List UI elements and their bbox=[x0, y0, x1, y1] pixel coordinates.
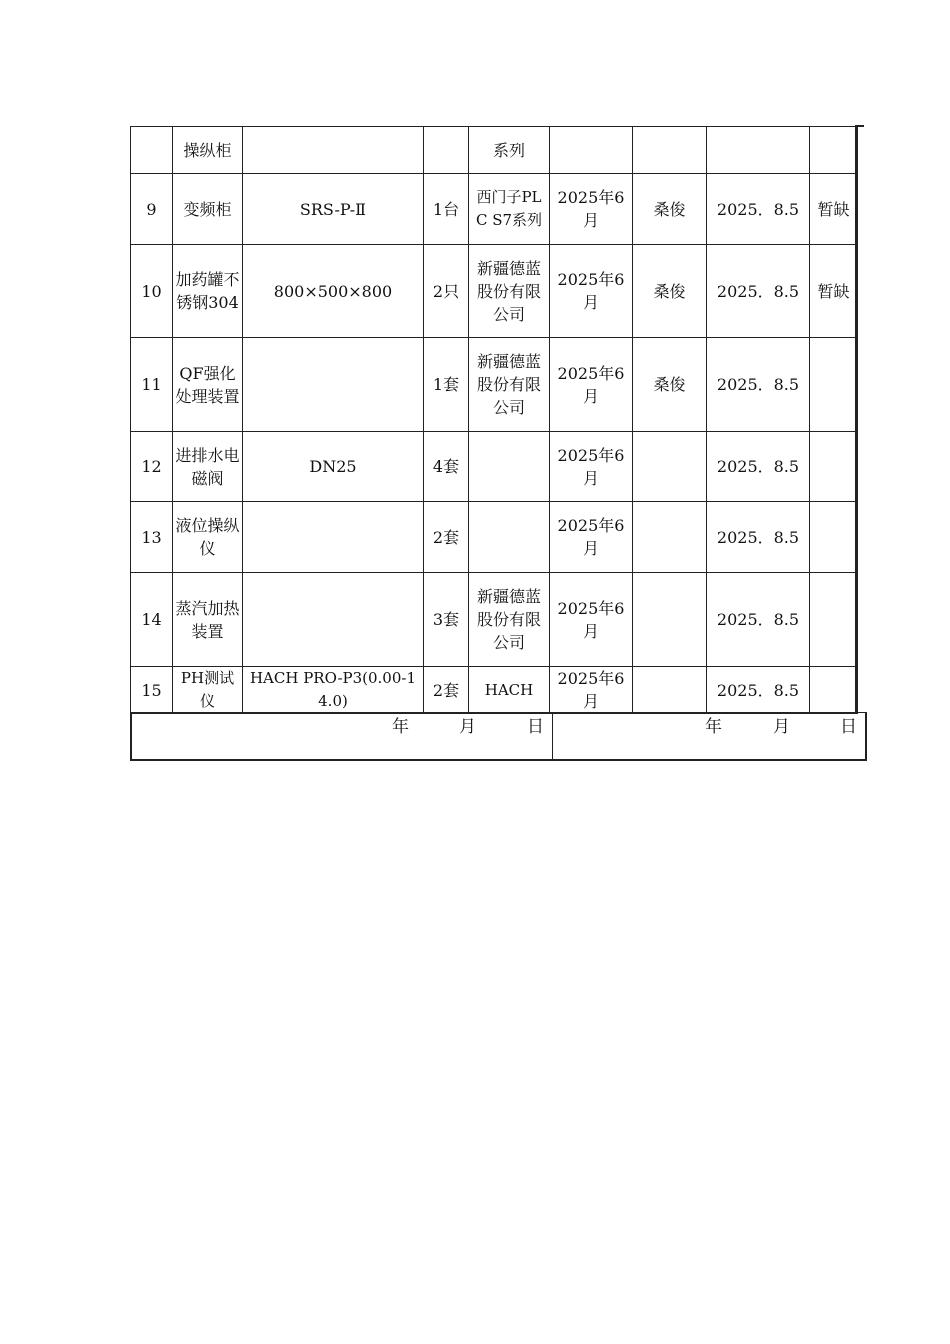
right-date-day: 日 bbox=[840, 717, 857, 737]
row-number bbox=[131, 127, 173, 174]
equipment-model: SRS-P-Ⅱ bbox=[243, 174, 424, 245]
equipment-name: 进排水电磁阀 bbox=[173, 432, 243, 502]
equipment-quantity: 2套 bbox=[424, 502, 469, 573]
remark bbox=[810, 502, 858, 573]
equipment-quantity: 3套 bbox=[424, 573, 469, 667]
check-date bbox=[707, 127, 810, 174]
remark: 暂缺 bbox=[810, 174, 858, 245]
equipment-maker bbox=[469, 502, 550, 573]
install-date: 2025年6月 bbox=[550, 667, 633, 714]
equipment-maker: 新疆德蓝股份有限公司 bbox=[469, 338, 550, 432]
right-date-month: 月 bbox=[773, 717, 790, 737]
row-number: 11 bbox=[131, 338, 173, 432]
check-date: 2025．8.5 bbox=[707, 667, 810, 714]
equipment-name: 变频柜 bbox=[173, 174, 243, 245]
row-number: 10 bbox=[131, 245, 173, 338]
check-date: 2025．8.5 bbox=[707, 338, 810, 432]
equipment-maker bbox=[469, 432, 550, 502]
equipment-model bbox=[243, 502, 424, 573]
remark bbox=[810, 667, 858, 714]
row-number: 14 bbox=[131, 573, 173, 667]
equipment-model: DN25 bbox=[243, 432, 424, 502]
left-date-month: 月 bbox=[459, 717, 476, 737]
install-date: 2025年6月 bbox=[550, 432, 633, 502]
footer-divider bbox=[552, 713, 553, 759]
equipment-name: 操纵柜 bbox=[173, 127, 243, 174]
remark bbox=[810, 432, 858, 502]
check-date: 2025．8.5 bbox=[707, 502, 810, 573]
install-date: 2025年6月 bbox=[550, 573, 633, 667]
table-row bbox=[131, 245, 858, 338]
install-date: 2025年6月 bbox=[550, 502, 633, 573]
table-row bbox=[131, 667, 858, 714]
responsible-person bbox=[633, 127, 707, 174]
equipment-name: 液位操纵仪 bbox=[173, 502, 243, 573]
responsible-person bbox=[633, 502, 707, 573]
table-row bbox=[131, 432, 858, 502]
remark: 暂缺 bbox=[810, 245, 858, 338]
row-number: 13 bbox=[131, 502, 173, 573]
equipment-table bbox=[130, 126, 858, 714]
equipment-name: 加药罐不锈钢304 bbox=[173, 245, 243, 338]
equipment-maker: 新疆德蓝股份有限公司 bbox=[469, 573, 550, 667]
equipment-model bbox=[243, 127, 424, 174]
equipment-name: QF强化处理装置 bbox=[173, 338, 243, 432]
table-row bbox=[131, 174, 858, 245]
table-row bbox=[131, 338, 858, 432]
equipment-model: HACH PRO-P3(0.00-14.0) bbox=[243, 667, 424, 714]
check-date: 2025．8.5 bbox=[707, 174, 810, 245]
row-number: 15 bbox=[131, 667, 173, 714]
equipment-model: 800×500×800 bbox=[243, 245, 424, 338]
install-date: 2025年6月 bbox=[550, 338, 633, 432]
responsible-person bbox=[633, 667, 707, 714]
check-date: 2025．8.5 bbox=[707, 245, 810, 338]
row-number: 12 bbox=[131, 432, 173, 502]
install-date: 2025年6月 bbox=[550, 174, 633, 245]
row-number: 9 bbox=[131, 174, 173, 245]
equipment-maker: 系列 bbox=[469, 127, 550, 174]
left-date-year: 年 bbox=[392, 717, 409, 737]
equipment-name: PH测试仪 bbox=[173, 667, 243, 714]
remark bbox=[810, 573, 858, 667]
equipment-quantity: 2只 bbox=[424, 245, 469, 338]
responsible-person: 桑俊 bbox=[633, 174, 707, 245]
install-date bbox=[550, 127, 633, 174]
equipment-quantity: 1台 bbox=[424, 174, 469, 245]
check-date: 2025．8.5 bbox=[707, 432, 810, 502]
table-row bbox=[131, 502, 858, 573]
remark bbox=[810, 127, 858, 174]
table-row bbox=[131, 573, 858, 667]
remark bbox=[810, 338, 858, 432]
equipment-quantity: 2套 bbox=[424, 667, 469, 714]
check-date: 2025．8.5 bbox=[707, 573, 810, 667]
equipment-maker: 西门子PLC S7系列 bbox=[469, 174, 550, 245]
equipment-quantity bbox=[424, 127, 469, 174]
table-row bbox=[131, 127, 858, 174]
responsible-person: 桑俊 bbox=[633, 338, 707, 432]
responsible-person bbox=[633, 432, 707, 502]
equipment-maker: HACH bbox=[469, 667, 550, 714]
install-date: 2025年6月 bbox=[550, 245, 633, 338]
equipment-quantity: 1套 bbox=[424, 338, 469, 432]
responsible-person: 桑俊 bbox=[633, 245, 707, 338]
responsible-person bbox=[633, 573, 707, 667]
signature-date-row bbox=[130, 712, 867, 761]
left-date-day: 日 bbox=[527, 717, 544, 737]
equipment-model bbox=[243, 573, 424, 667]
equipment-model bbox=[243, 338, 424, 432]
equipment-quantity: 4套 bbox=[424, 432, 469, 502]
equipment-name: 蒸汽加热装置 bbox=[173, 573, 243, 667]
equipment-maker: 新疆德蓝股份有限公司 bbox=[469, 245, 550, 338]
right-date-year: 年 bbox=[705, 717, 722, 737]
